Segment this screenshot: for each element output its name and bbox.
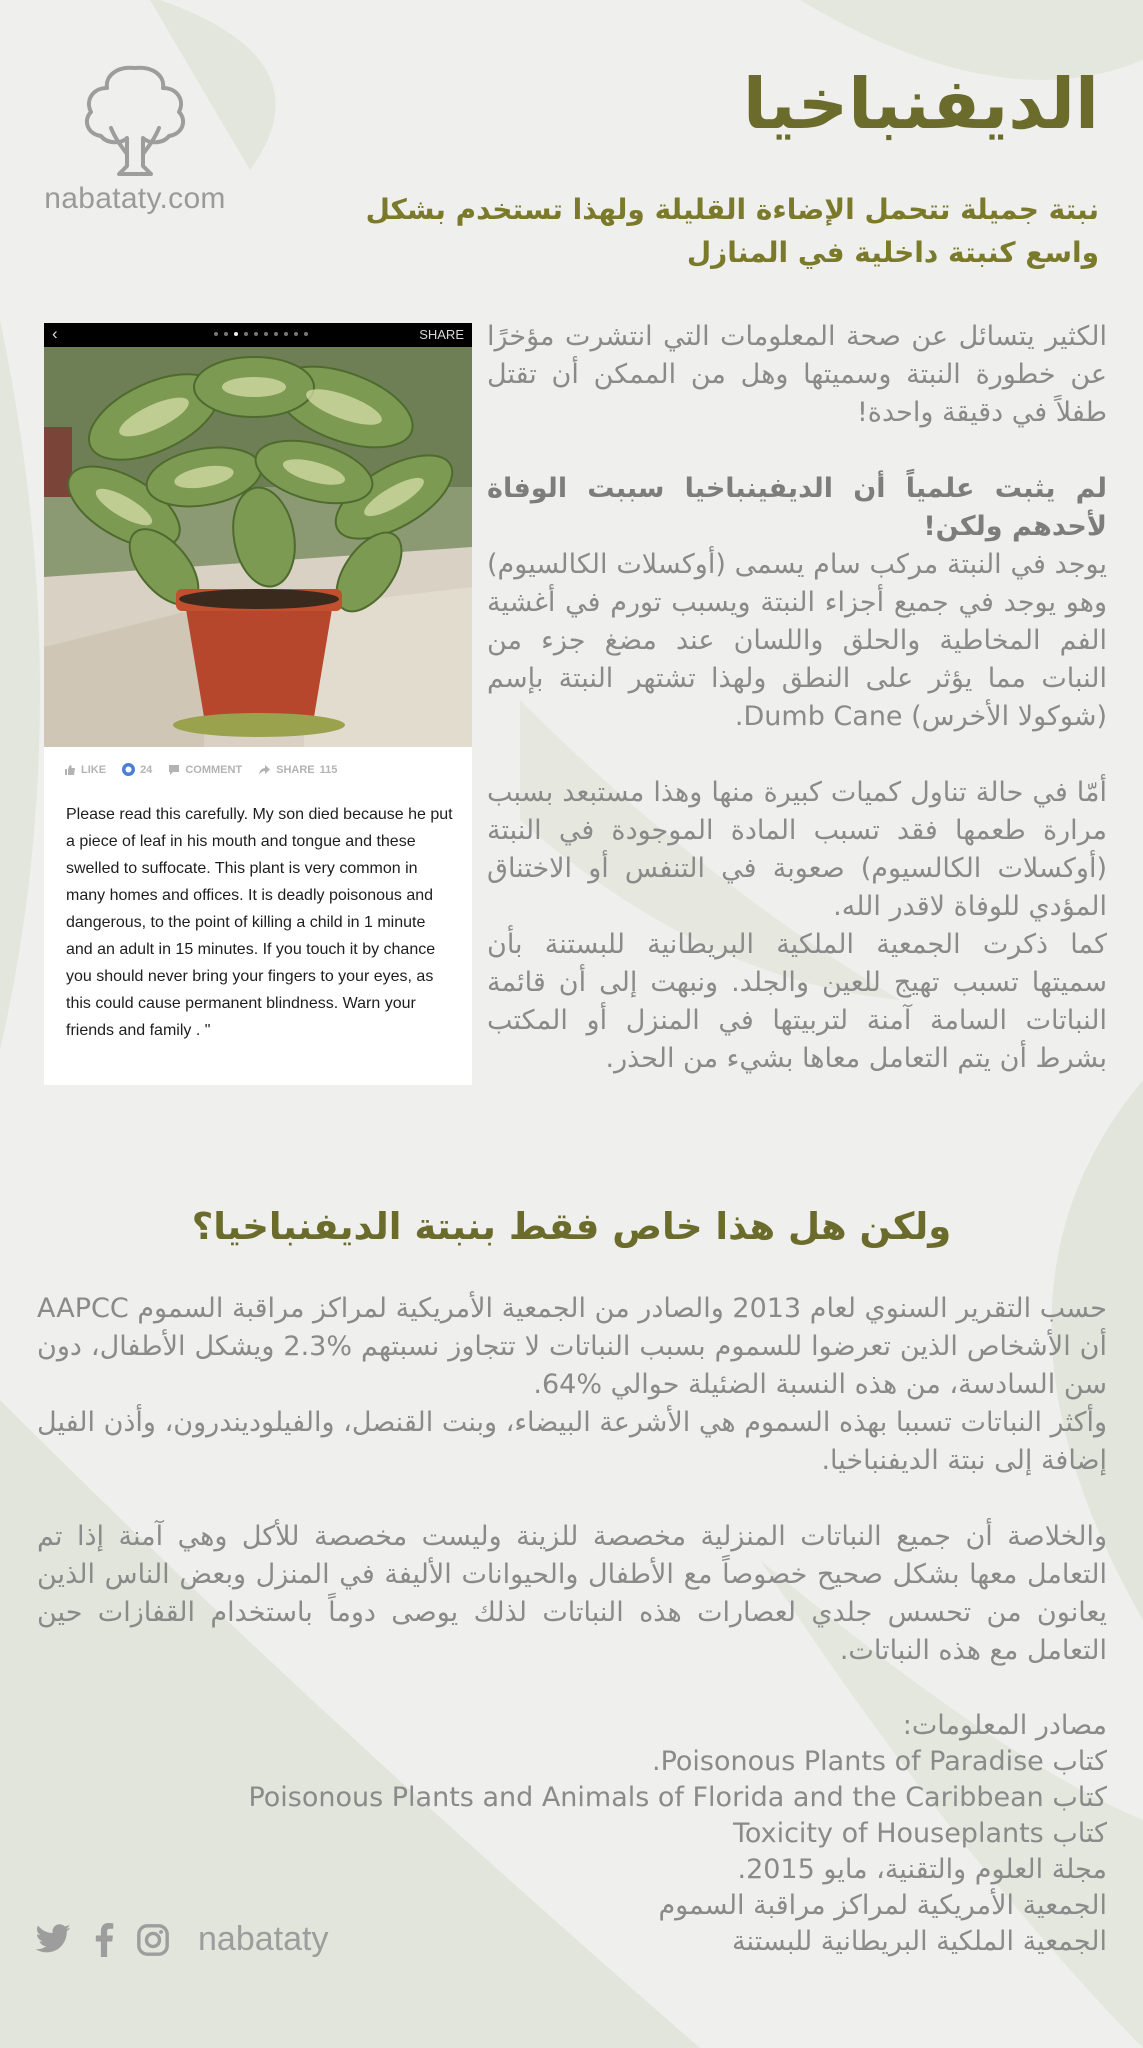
page-subtitle: نبتة جميلة تتحمل الإضاءة القليلة ولهذا تستخدم بشكل واسع كنبتة داخلية في المنازل [365, 193, 1099, 270]
report-paragraph: والخلاصة أن جميع النباتات المنزلية مخصصة للزينة وليست مخصصة للأكل وهي آمنة إذا تم التعامل معها بشكل صحيح خصوصاً مع الأطفال والحيوانات الأليفة في المنزل وبعض الناس الذين يعانون من تحسس جلدي لعصارات هذه النباتات لذلك يوصى دوماً باستخدام القفازات حين التعامل مع هذه النباتات. [37, 1521, 1107, 1666]
source-item: كتاب Toxicity of Houseplants [733, 1818, 1107, 1849]
dieffenbachia-photo [44, 347, 472, 747]
tree-logo-icon [75, 62, 195, 180]
back-arrow-icon: ‹ [52, 324, 58, 343]
like-label: LIKE [81, 763, 107, 776]
instagram-icon[interactable] [136, 1923, 170, 1957]
percentage-value: 64% [541, 1369, 602, 1400]
source-item: كتاب Poisonous Plants of Paradise. [651, 1746, 1107, 1777]
facebook-icon[interactable] [94, 1923, 114, 1957]
page-title: الديفنباخيا [742, 63, 1099, 145]
comment-icon [168, 764, 180, 776]
report-paragraph: وأكثر النباتات تسببا بهذه السموم هي الأشرعة البيضاء، وبنت القنصل، والفيلوديندرون، وأذن الفيل إضافة إلى نبتة الديفنباخيا. [37, 1407, 1107, 1476]
social-handle[interactable]: nabataty [198, 1920, 329, 1958]
social-post-screenshot [44, 323, 472, 1085]
comment-label: COMMENT [185, 763, 243, 776]
source-item: الجمعية الملكية البريطانية للبستنة [732, 1926, 1107, 1957]
reaction-count-value: 24 [140, 763, 153, 776]
page-dots [214, 332, 308, 336]
logo[interactable] [40, 62, 230, 222]
intro-section [487, 318, 1107, 1078]
share-action[interactable] [258, 764, 337, 776]
intro-bold-statement: لم يثبت علمياً أن الديفينباخيا سببت الوفاة لأحدهم ولكن! [487, 473, 1107, 542]
post-share-label: SHARE [419, 327, 464, 342]
like-reaction-icon [122, 763, 135, 776]
section-heading: ولكن هل هذا خاص فقط بنبتة الديفنباخيا؟ [191, 1205, 952, 1248]
report-section [37, 1290, 1107, 1670]
percentage-value: 2.3% [283, 1331, 353, 1362]
comment-action[interactable] [168, 764, 242, 776]
intro-paragraph: كما ذكرت الجمعية الملكية البريطانية للبستنة بأن سميتها تسبب تهيج للعين والجلد. ونبهت إلى أن قائمة النباتات السامة آمنة لتربيتها في المنزل أو المكتب بشرط أن يتم التعامل معاها بشيء من الحذر. [487, 929, 1107, 1074]
source-item: كتاب Poisonous Plants and Animals of Florida and the Caribbean [248, 1782, 1107, 1813]
intro-paragraph: الكثير يتسائل عن صحة المعلومات التي انتشرت مؤخرًا عن خطورة النبتة وسميتها وهل من الممكن أن تقتل طفلاً في دقيقة واحدة! [487, 321, 1107, 428]
like-action[interactable] [64, 764, 106, 776]
thumbs-up-icon [64, 764, 76, 776]
source-item: الجمعية الأمريكية لمراكز مراقبة السموم [658, 1890, 1107, 1921]
intro-paragraph: أمّا في حالة تناول كميات كبيرة منها وهذا مستبعد بسبب مرارة طعمها فقد تسبب المادة الموجودة في النبتة (أوكسلات الكالسيوم) صعوبة في التنفس أو الاختناق المؤدي للوفاة لاقدر الله. [487, 777, 1107, 922]
post-caption: Please read this carefully. My son died because he put a piece of leaf in his mouth and tongue and these swelled to suffocate. This plant is very common in many homes and offices. It is deadly poisonous and dangerous, to the point of killing a child in 1 minute and an adult in 15 minutes. If you touch it by chance you should never bring your fingers to your eyes, as this could cause permanent blindness. Warn your friends and family . " [66, 806, 453, 1039]
post-actions-bar [64, 763, 337, 776]
reaction-count [122, 763, 152, 776]
logo-text: nabataty.com [44, 182, 226, 215]
share-arrow-icon [258, 764, 271, 776]
source-item: مجلة العلوم والتقنية، مايو 2015. [737, 1854, 1107, 1885]
intro-paragraph: يوجد في النبتة مركب سام يسمى (أوكسلات الكالسيوم) وهو يوجد في جميع أجزاء النبتة ويسبب تورم في أغشية الفم المخاطية والحلق واللسان عند مضغ جزء من النبات مما يؤثر على النطق ولهذا تشتهر النبتة بإسم (شوكولا الأخرس) Dumb Cane. [487, 549, 1107, 732]
social-footer [34, 1920, 328, 1959]
twitter-icon[interactable] [34, 1924, 72, 1956]
post-top-bar [44, 323, 472, 347]
report-paragraph: حسب التقرير السنوي لعام 2013 والصادر من الجمعية الأمريكية لمراكز مراقبة السموم AAPCC أن الأشخاص الذين تعرضوا للسموم بسبب النباتات لا تتجاوز نسبتهم 2.3% ويشكل الأطفال، دون سن السادسة، من هذه النسبة الضئيلة حوالي 64%. [37, 1293, 1107, 1400]
share-action-label: SHARE [276, 763, 315, 776]
share-count: 115 [319, 763, 338, 776]
sources-heading: مصادر المعلومات: [902, 1710, 1107, 1741]
